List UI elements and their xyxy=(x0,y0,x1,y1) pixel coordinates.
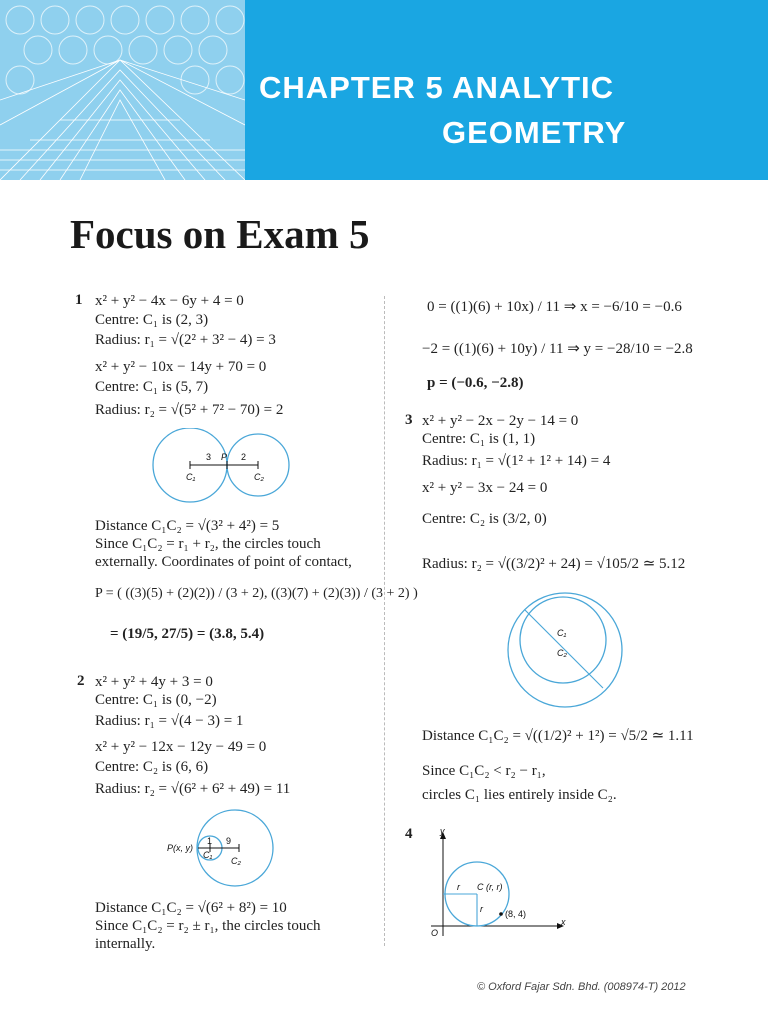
q1-c1-label: C₁ xyxy=(186,472,196,482)
question-number: 1 xyxy=(75,292,83,308)
q2-r1-label: 1 xyxy=(207,836,213,846)
q1-after-line: externally. Coordinates of point of contact, xyxy=(95,554,352,570)
q3-after-line: Distance C₁C₂ = √((1/2)² + 1²) = √5/2 ≃ 1.11 xyxy=(422,728,694,744)
banner-artwork xyxy=(0,0,245,180)
q3-line: Centre: C₁ is (1, 1) xyxy=(422,431,536,447)
q3-after-line: Since C₁C₂ < r₂ − r₁, xyxy=(422,763,546,779)
q4-y-label: y xyxy=(440,826,445,836)
q3-line: x² + y² − 2x − 2y − 14 = 0 xyxy=(422,413,579,429)
q3-circles-diagram xyxy=(505,590,625,710)
q1-r2-label: 2 xyxy=(241,452,247,462)
q2-line: Radius: r₂ = √(6² + 6² + 49) = 11 xyxy=(95,781,291,797)
chapter-banner xyxy=(0,0,768,180)
q2-line: Centre: C₂ is (6, 6) xyxy=(95,759,209,775)
q1-after-line: P = ( ((3)(5) + (2)(2)) / (3 + 2), ((3)(7) + (2)(3)) / (3 + 2) ) xyxy=(95,586,418,601)
q2-line: Radius: r₁ = √(4 − 3) = 1 xyxy=(95,713,244,729)
q1-c2-label: C₂ xyxy=(254,472,264,482)
q4-r-label: r xyxy=(457,882,460,892)
q2-cont-line: −2 = ((1)(6) + 10y) / 11 ⇒ y = −28/10 = −2.8 xyxy=(422,341,693,357)
q3-c2-label: C₂ xyxy=(557,648,567,658)
q3-after-line: circles C₁ lies entirely inside C₂. xyxy=(422,787,617,803)
footer-copyright: © Oxford Fajar Sdn. Bhd. (008974-T) 2012 xyxy=(477,981,686,993)
q4-r2-label: r xyxy=(480,904,483,914)
question-number: 4 xyxy=(405,826,413,842)
q1-line: Radius: r₂ = √(5² + 7² − 70) = 2 xyxy=(95,402,284,418)
q2-line: Centre: C₁ is (0, −2) xyxy=(95,692,217,708)
q3-line: Radius: r₂ = √((3/2)² + 24) = √105/2 ≃ 5.12 xyxy=(422,556,686,572)
q1-after-line: Since C₁C₂ = r₁ + r₂, the circles touch xyxy=(95,536,321,552)
q1-line: Radius: r₁ = √(2² + 3² − 4) = 3 xyxy=(95,332,276,348)
q1-line: x² + y² − 10x − 14y + 70 = 0 xyxy=(95,359,267,375)
q1-circles-diagram xyxy=(150,428,295,503)
q1-answer: = (19/5, 27/5) = (3.8, 5.4) xyxy=(110,626,265,642)
page-title: Focus on Exam 5 xyxy=(70,211,370,257)
q2-r2-label: 9 xyxy=(226,836,232,846)
q1-line: Centre: C₁ is (5, 7) xyxy=(95,379,209,395)
q4-graph-diagram xyxy=(425,822,575,942)
q1-line: Centre: C₁ is (2, 3) xyxy=(95,312,209,328)
q2-circles-diagram xyxy=(165,808,280,890)
q4-point-label: (8, 4) xyxy=(505,909,527,919)
q2-line: x² + y² − 12x − 12y − 49 = 0 xyxy=(95,739,267,755)
q3-c1-label: C₁ xyxy=(557,628,567,638)
q3-line: Centre: C₂ is (3/2, 0) xyxy=(422,511,547,527)
q2-c1-label: C₁ xyxy=(203,850,213,860)
q2-after-line: Distance C₁C₂ = √(6² + 8²) = 10 xyxy=(95,900,287,916)
q2-p-label: P(x, y) xyxy=(167,843,193,853)
q4-origin-label: O xyxy=(431,928,439,938)
chapter-title-line1: CHAPTER 5 ANALYTIC xyxy=(259,70,615,105)
q1-p-label: P xyxy=(221,452,228,462)
q3-line: x² + y² − 3x − 24 = 0 xyxy=(422,480,548,496)
question-number: 3 xyxy=(405,412,413,428)
q2-c2-label: C₂ xyxy=(231,856,241,866)
q1-after-line: Distance C₁C₂ = √(3² + 4²) = 5 xyxy=(95,518,280,534)
q2-cont-line: 0 = ((1)(6) + 10x) / 11 ⇒ x = −6/10 = −0.6 xyxy=(427,299,682,315)
q2-after-line: internally. xyxy=(95,936,156,952)
q1-r1-label: 3 xyxy=(206,452,212,462)
q3-line: Radius: r₁ = √(1² + 1² + 14) = 4 xyxy=(422,453,611,469)
column-divider xyxy=(384,296,385,946)
q2-cont-answer: p = (−0.6, −2.8) xyxy=(427,375,524,391)
question-number: 2 xyxy=(77,673,85,689)
chapter-title-line2: GEOMETRY xyxy=(442,115,627,150)
q1-line: x² + y² − 4x − 6y + 4 = 0 xyxy=(95,293,244,309)
q4-centre-label: C (r, r) xyxy=(477,882,503,892)
q2-line: x² + y² + 4y + 3 = 0 xyxy=(95,674,213,690)
q4-x-label: x xyxy=(561,917,566,927)
q2-after-line: Since C₁C₂ = r₂ ± r₁, the circles touch xyxy=(95,918,321,934)
